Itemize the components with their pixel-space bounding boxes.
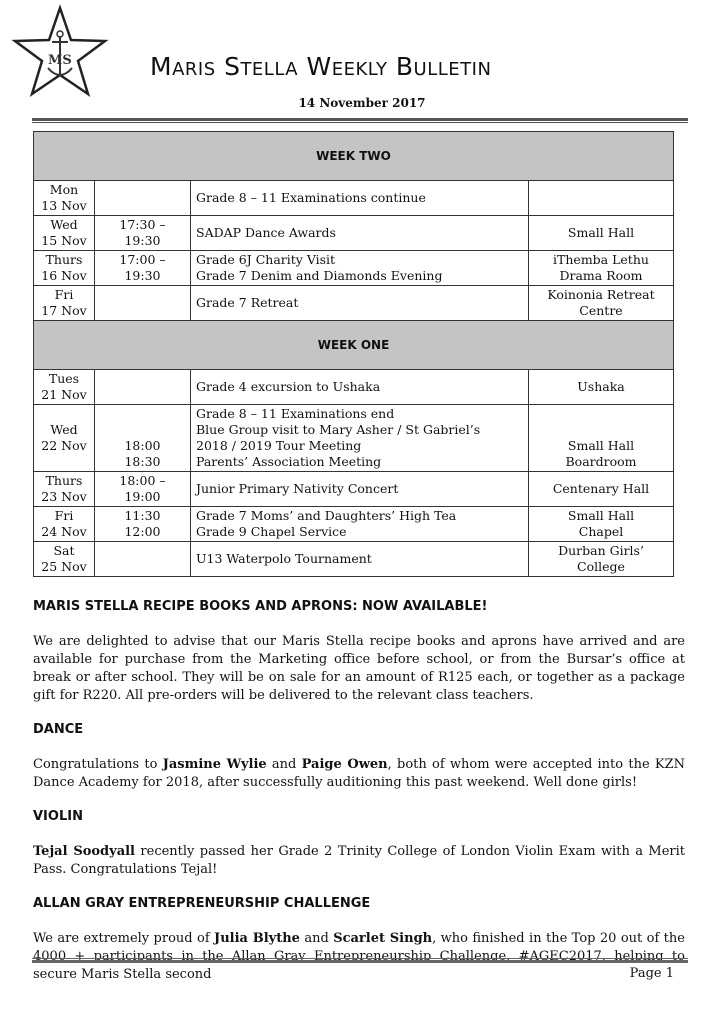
week-header-row <box>34 132 674 181</box>
event-cell-line: Grade 9 Chapel Service <box>196 524 347 539</box>
day-day: Fri <box>54 508 74 523</box>
time-cell <box>95 542 191 577</box>
schedule-row <box>34 472 674 507</box>
student-name: Julia Blythe <box>214 931 300 946</box>
location-cell <box>529 370 674 405</box>
school-logo <box>4 4 128 108</box>
event-cell-line: Parents’ Association Meeting <box>196 454 382 469</box>
day-date: 16 Nov <box>41 268 87 283</box>
event-cell-line: Grade 7 Retreat <box>196 295 299 310</box>
event-cell-line: Grade 8 – 11 Examinations continue <box>196 190 426 205</box>
week-label: WEEK TWO <box>34 132 674 181</box>
day-date: 23 Nov <box>41 489 87 504</box>
time-cell-line: 18:00 – 19:00 <box>119 473 166 504</box>
schedule-row <box>34 286 674 321</box>
location-cell-line: Koinonia Retreat <box>547 287 655 302</box>
event-cell-line: Grade 6J Charity Visit <box>196 252 336 267</box>
location-cell <box>529 181 674 216</box>
event-cell-line: U13 Waterpolo Tournament <box>196 551 372 566</box>
day-day: Wed <box>50 217 78 232</box>
time-cell <box>95 370 191 405</box>
event-cell <box>191 542 529 577</box>
day-date: 25 Nov <box>41 559 87 574</box>
week-header-row <box>34 321 674 370</box>
schedule-row <box>34 370 674 405</box>
day-day: Wed <box>50 422 78 437</box>
star-anchor-logo-icon <box>4 4 128 108</box>
schedule-row <box>34 216 674 251</box>
allan-gray-body: We are extremely proud of Julia Blythe and Scarlet Singh, who finished in the Top 20 out of the 4000 + participants in the Allan Gray Entrepreneurship Challenge, #AGEC2017, helping to secure Maris Stella second <box>33 931 685 982</box>
time-cell-line: 17:30 – 19:30 <box>119 217 166 248</box>
day-cell <box>34 181 95 216</box>
day-cell <box>34 216 95 251</box>
schedule-table <box>33 131 674 577</box>
time-cell <box>95 216 191 251</box>
time-cell-line <box>100 190 185 206</box>
schedule-row <box>34 507 674 542</box>
bulletin-content <box>33 598 685 1000</box>
event-cell <box>191 286 529 321</box>
time-cell-line: 18:00 <box>124 438 161 453</box>
location-cell-line: Durban Girls’ College <box>558 543 644 574</box>
location-cell <box>529 542 674 577</box>
event-cell <box>191 216 529 251</box>
day-date: 24 Nov <box>41 524 87 539</box>
location-cell-line <box>534 422 668 438</box>
day-day: Fri <box>54 287 74 302</box>
location-cell-line: Chapel <box>578 524 624 539</box>
day-day: Tues <box>48 371 80 386</box>
day-cell <box>34 251 95 286</box>
day-cell <box>34 405 95 472</box>
time-cell <box>95 251 191 286</box>
event-cell <box>191 251 529 286</box>
student-name: Scarlet Singh <box>333 931 433 946</box>
location-cell-line <box>534 190 668 206</box>
day-date: 17 Nov <box>41 303 87 318</box>
schedule-row <box>34 251 674 286</box>
recipe-body: We are delighted to advise that our Maris Stella recipe books and aprons have arrived and are available for purchase from the Marketing office before school, or from the Bursar’s office at break or after school. They will be on sale for an amount of R125 each, or together as a package gift for R220. All pre-orders will be delivered to the relevant class teachers. <box>33 634 685 703</box>
event-cell <box>191 181 529 216</box>
time-cell-line <box>100 406 185 422</box>
event-cell-line: Grade 8 – 11 Examinations end <box>196 406 395 421</box>
day-day: Mon <box>49 182 79 197</box>
location-cell <box>529 405 674 472</box>
day-cell <box>34 472 95 507</box>
time-cell-line: 11:30 <box>124 508 161 523</box>
event-cell-line: Grade 4 excursion to Ushaka <box>196 379 381 394</box>
dancer-name: Paige Owen <box>301 757 388 772</box>
day-cell <box>34 542 95 577</box>
time-cell <box>95 286 191 321</box>
day-day: Thurs <box>45 473 83 488</box>
location-cell <box>529 507 674 542</box>
time-cell-line <box>100 379 185 395</box>
location-cell <box>529 251 674 286</box>
location-cell-line <box>534 406 668 422</box>
location-cell-line: Small Hall <box>567 225 635 240</box>
event-cell-line: Blue Group visit to Mary Asher / St Gabriel’s <box>196 422 481 437</box>
recipe-heading: MARIS STELLA RECIPE BOOKS AND APRONS: NOW AVAILABLE! <box>33 599 488 614</box>
day-cell <box>34 286 95 321</box>
event-cell-line: Junior Primary Nativity Concert <box>196 481 399 496</box>
bulletin-date: 14 November 2017 <box>298 96 426 110</box>
day-cell <box>34 507 95 542</box>
schedule-row <box>34 542 674 577</box>
day-date: 22 Nov <box>41 438 87 453</box>
day-cell <box>34 370 95 405</box>
location-cell <box>529 286 674 321</box>
time-cell-line: 12:00 <box>124 524 161 539</box>
footer-divider <box>32 958 688 963</box>
location-cell-line: Ushaka <box>577 379 625 394</box>
location-cell-line: Centre <box>579 303 623 318</box>
event-cell-line: SADAP Dance Awards <box>196 225 336 240</box>
violin-body: Tejal Soodyall recently passed her Grade 2 Trinity College of London Violin Exam with a Merit Pass. Congratulations Tejal! <box>33 844 685 877</box>
location-cell-line: Drama Room <box>559 268 643 283</box>
event-cell <box>191 472 529 507</box>
svg-text:MS: MS <box>48 53 72 68</box>
event-cell <box>191 370 529 405</box>
time-cell-line: 18:30 <box>124 454 161 469</box>
dance-body: Congratulations to Jasmine Wylie and Paige Owen, both of whom were accepted into the KZN Dance Academy for 2018, after successfully auditioning this past weekend. Well done girls! <box>33 757 685 790</box>
time-cell-line <box>100 295 185 311</box>
time-cell <box>95 181 191 216</box>
event-cell <box>191 405 529 472</box>
day-date: 21 Nov <box>41 387 87 402</box>
schedule-row <box>34 181 674 216</box>
location-cell-line: Boardroom <box>565 454 637 469</box>
dance-heading: DANCE <box>33 722 84 737</box>
time-cell <box>95 472 191 507</box>
day-date: 13 Nov <box>41 198 87 213</box>
day-day: Thurs <box>45 252 83 267</box>
violinist-name: Tejal Soodyall <box>33 844 135 859</box>
location-cell-line: Small Hall <box>567 508 635 523</box>
time-cell-line <box>100 551 185 567</box>
time-cell <box>95 507 191 542</box>
location-cell-line: Small Hall <box>567 438 635 453</box>
page-number: Page 1 <box>629 966 674 981</box>
day-date: 15 Nov <box>41 233 87 248</box>
event-cell-line: Grade 7 Denim and Diamonds Evening <box>196 268 443 283</box>
event-cell <box>191 507 529 542</box>
day-day: Sat <box>53 543 75 558</box>
schedule-row <box>34 405 674 472</box>
bulletin-title: Maris Stella Weekly Bulletin <box>150 52 492 81</box>
event-cell-line: 2018 / 2019 Tour Meeting <box>196 438 362 453</box>
time-cell-line: 17:00 – 19:30 <box>119 252 166 283</box>
dancer-name: Jasmine Wylie <box>162 757 267 772</box>
header-divider <box>32 118 688 123</box>
location-cell <box>529 472 674 507</box>
location-cell-line: iThemba Lethu <box>553 252 649 267</box>
time-cell <box>95 405 191 472</box>
week-label: WEEK ONE <box>34 321 674 370</box>
time-cell-line <box>100 422 185 438</box>
location-cell-line: Centenary Hall <box>552 481 650 496</box>
location-cell <box>529 216 674 251</box>
event-cell-line: Grade 7 Moms’ and Daughters’ High Tea <box>196 508 457 523</box>
allan-gray-heading: ALLAN GRAY ENTREPRENEURSHIP CHALLENGE <box>33 896 371 911</box>
violin-heading: VIOLIN <box>33 809 83 824</box>
